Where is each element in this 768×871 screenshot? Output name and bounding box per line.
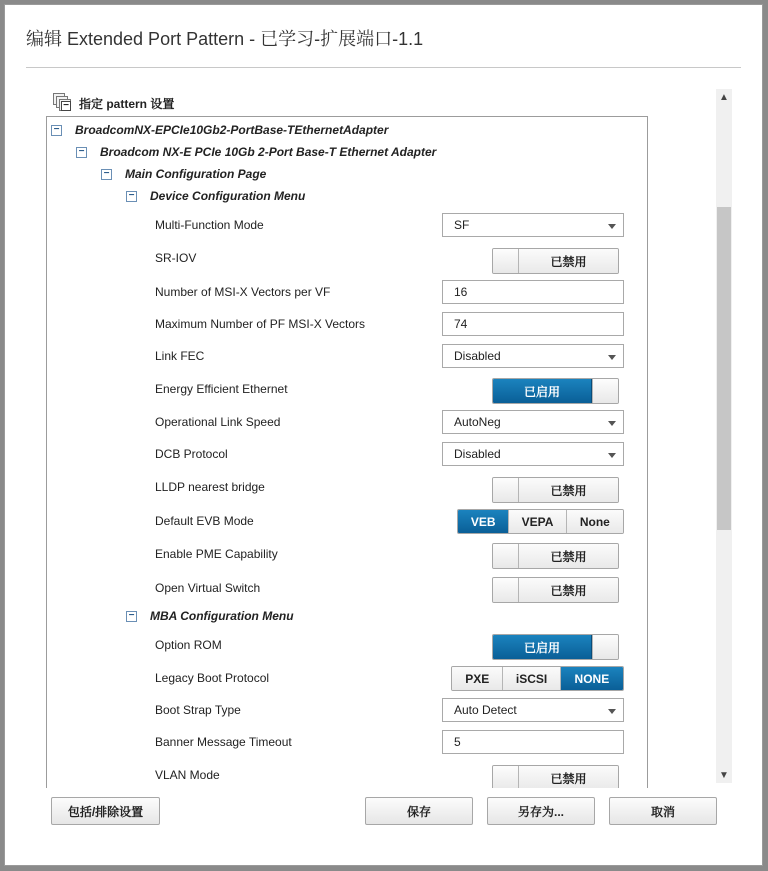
lldp-toggle[interactable]: 已禁用: [492, 477, 619, 503]
toggle-knob: [493, 766, 519, 788]
label-lldp: LLDP nearest bridge: [155, 480, 265, 494]
collapse-icon[interactable]: −: [76, 147, 87, 158]
option-rom-toggle[interactable]: 已启用: [492, 634, 619, 660]
eee-toggle[interactable]: 已启用: [492, 378, 619, 404]
sr-iov-toggle[interactable]: 已禁用: [492, 248, 619, 274]
label-option-rom: Option ROM: [155, 638, 222, 652]
scroll-down-icon[interactable]: ▼: [719, 770, 729, 781]
collapse-icon[interactable]: −: [126, 191, 137, 202]
title-divider: [26, 67, 741, 68]
banner-timeout-input[interactable]: 5: [442, 730, 624, 754]
max-pf-msix-input[interactable]: 74: [442, 312, 624, 336]
cancel-button[interactable]: 取消: [609, 797, 717, 825]
label-eee: Energy Efficient Ethernet: [155, 382, 288, 396]
dcb-select[interactable]: Disabled: [442, 442, 624, 466]
label-boot-strap: Boot Strap Type: [155, 703, 241, 717]
chevron-down-icon: [608, 709, 616, 714]
boot-option-pxe[interactable]: PXE: [452, 667, 503, 690]
label-evb-mode: Default EVB Mode: [155, 514, 254, 528]
label-multi-function-mode: Multi-Function Mode: [155, 218, 264, 232]
section-label: 指定 pattern 设置: [79, 96, 175, 111]
chevron-down-icon: [608, 224, 616, 229]
chevron-down-icon: [608, 453, 616, 458]
save-button[interactable]: 保存: [365, 797, 473, 825]
edit-pattern-dialog: [4, 4, 763, 866]
tree-node-device-menu[interactable]: − Device Configuration Menu: [126, 187, 305, 205]
tree-node-device[interactable]: − Broadcom NX-E PCIe 10Gb 2-Port Base-T Ethernet Adapter: [76, 143, 436, 161]
legacy-boot-segmented: [451, 666, 624, 691]
label-link-fec: Link FEC: [155, 349, 205, 363]
settings-stack-icon: −: [53, 93, 75, 113]
boot-strap-select[interactable]: Auto Detect: [442, 698, 624, 722]
tree-node-mba-menu[interactable]: − MBA Configuration Menu: [126, 607, 294, 625]
link-fec-select[interactable]: Disabled: [442, 344, 624, 368]
collapse-icon[interactable]: −: [126, 611, 137, 622]
label-banner-timeout: Banner Message Timeout: [155, 735, 292, 749]
label-link-speed: Operational Link Speed: [155, 415, 281, 429]
settings-tree: [46, 116, 648, 788]
ovs-toggle[interactable]: 已禁用: [492, 577, 619, 603]
tree-node-main-config[interactable]: − Main Configuration Page: [101, 165, 266, 183]
evb-option-none[interactable]: None: [567, 510, 623, 533]
boot-option-iscsi[interactable]: iSCSI: [503, 667, 560, 690]
multi-function-mode-select[interactable]: SF: [442, 213, 624, 237]
section-header: [53, 93, 174, 113]
toggle-knob: [493, 478, 519, 502]
include-exclude-button[interactable]: 包括/排除设置: [51, 797, 160, 825]
label-pme: Enable PME Capability: [155, 547, 278, 561]
scroll-thumb[interactable]: [717, 207, 731, 530]
dialog-title: 编辑 Extended Port Pattern - 已学习-扩展端口-1.1: [26, 29, 424, 49]
label-max-pf-msix: Maximum Number of PF MSI-X Vectors: [155, 317, 366, 331]
evb-option-vepa[interactable]: VEPA: [509, 510, 566, 533]
evb-mode-segmented: [457, 509, 624, 534]
toggle-knob: [592, 635, 618, 659]
toggle-knob: [493, 578, 519, 602]
label-vlan-mode: VLAN Mode: [155, 768, 220, 782]
evb-option-veb[interactable]: VEB: [458, 510, 509, 533]
toggle-knob: [592, 379, 618, 403]
vertical-scrollbar[interactable]: [716, 89, 732, 783]
label-legacy-boot: Legacy Boot Protocol: [155, 671, 270, 685]
toggle-knob: [493, 249, 519, 273]
collapse-icon[interactable]: −: [51, 125, 62, 136]
chevron-down-icon: [608, 355, 616, 360]
msix-per-vf-input[interactable]: 16: [442, 280, 624, 304]
link-speed-select[interactable]: AutoNeg: [442, 410, 624, 434]
collapse-icon[interactable]: −: [101, 169, 112, 180]
label-ovs: Open Virtual Switch: [155, 581, 261, 595]
chevron-down-icon: [608, 421, 616, 426]
vlan-mode-toggle[interactable]: 已禁用: [492, 765, 619, 788]
scroll-up-icon[interactable]: ▲: [719, 92, 729, 103]
save-as-button[interactable]: 另存为...: [487, 797, 595, 825]
label-sr-iov: SR-IOV: [155, 251, 197, 265]
pme-toggle[interactable]: 已禁用: [492, 543, 619, 569]
label-dcb: DCB Protocol: [155, 447, 228, 461]
tree-node-adapter[interactable]: − BroadcomNX-EPCIe10Gb2-PortBase-TEthernetAdapter: [51, 121, 388, 139]
boot-option-none[interactable]: NONE: [561, 667, 623, 690]
toggle-knob: [493, 544, 519, 568]
label-msix-per-vf: Number of MSI-X Vectors per VF: [155, 285, 331, 299]
